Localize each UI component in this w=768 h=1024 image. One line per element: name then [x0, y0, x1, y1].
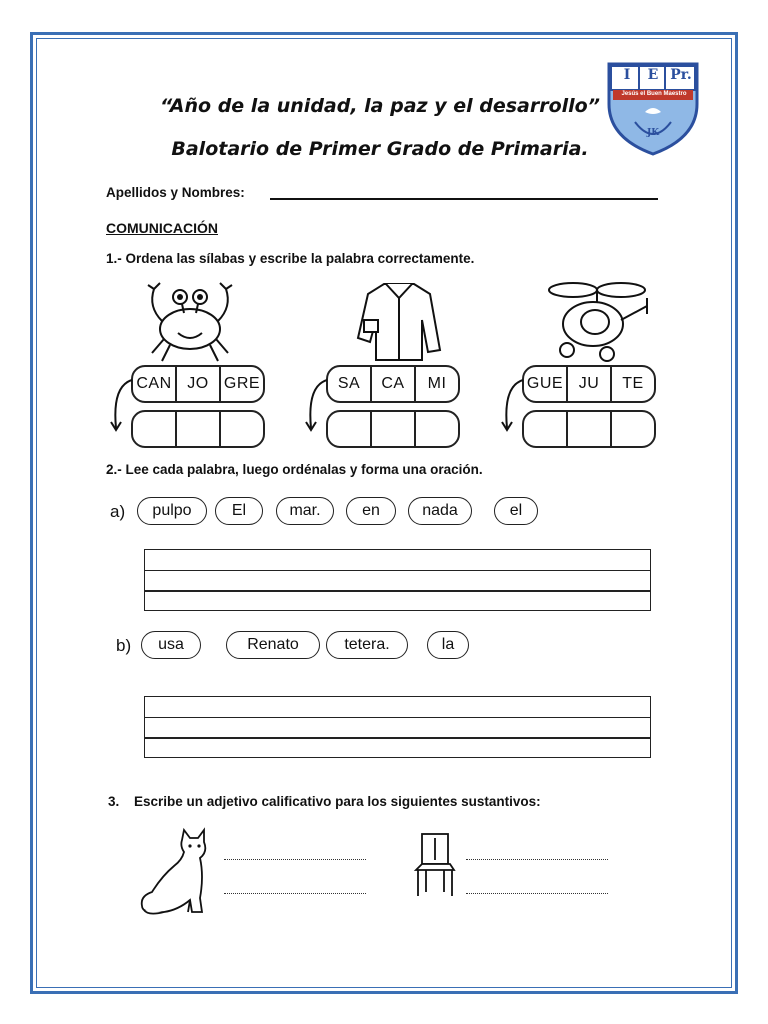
answer-cell[interactable] — [414, 412, 458, 446]
adjective-line-chair-1[interactable] — [466, 859, 608, 860]
word-cloud: mar. — [276, 497, 334, 525]
word-cloud: la — [427, 631, 469, 659]
answer-cell[interactable] — [524, 412, 566, 446]
word-cloud: tetera. — [326, 631, 408, 659]
word-cloud: el — [494, 497, 538, 525]
q2-instruction: 2.- Lee cada palabra, luego ordénalas y forma una oración. — [106, 462, 483, 477]
answer-cell[interactable] — [370, 412, 414, 446]
logo-letter-1: I — [623, 67, 631, 83]
chair-icon — [410, 830, 460, 900]
shirt-icon — [356, 280, 442, 362]
word-cloud: pulpo — [137, 497, 207, 525]
q2a-label: a) — [110, 502, 126, 521]
syllable-cell: JU — [566, 367, 610, 401]
q3-instruction: Escribe un adjetivo calificativo para los siguientes sustantivos: — [134, 794, 541, 809]
q2b-label: b) — [116, 636, 132, 655]
q1-syllables-3 — [522, 365, 656, 403]
syllable-cell: TE — [610, 367, 654, 401]
syllable-cell: GUE — [526, 375, 564, 392]
section-heading: COMUNICACIÓN — [106, 220, 218, 236]
q3-number: 3. — [108, 794, 120, 809]
answer-cell[interactable] — [219, 412, 263, 446]
adjective-line-chair-2[interactable] — [466, 893, 608, 894]
word-cloud: Renato — [226, 631, 320, 659]
adjective-line-cat-1[interactable] — [224, 859, 366, 860]
name-input-line[interactable] — [270, 198, 658, 200]
curved-arrow-icon — [108, 376, 138, 436]
answer-cell[interactable] — [328, 412, 370, 446]
syllable-cell: CA — [370, 367, 414, 401]
q1-syllables-1 — [131, 365, 265, 403]
answer-cell[interactable] — [566, 412, 610, 446]
helicopter-icon — [543, 276, 661, 366]
crab-icon — [140, 277, 240, 365]
word-cloud: nada — [408, 497, 472, 525]
logo-school-name: Jesús el Buen Maestro — [621, 91, 687, 97]
syllable-cell: SA — [337, 375, 361, 392]
q1-answer-2[interactable] — [326, 410, 460, 448]
word-cloud: usa — [141, 631, 201, 659]
curved-arrow-icon — [303, 376, 333, 436]
q1-answer-1[interactable] — [131, 410, 265, 448]
cat-icon — [138, 826, 218, 918]
page-title: Balotario de Primer Grado de Primaria. — [171, 138, 589, 160]
q1-answer-3[interactable] — [522, 410, 656, 448]
logo-letter-2: E — [647, 67, 659, 83]
syllable-cell: CAN — [136, 375, 172, 392]
curved-arrow-icon — [499, 376, 529, 436]
word-cloud: en — [346, 497, 396, 525]
syllable-cell: MI — [414, 367, 458, 401]
answer-cell[interactable] — [610, 412, 654, 446]
syllable-cell: GRE — [219, 367, 263, 401]
q2a-writing-lines[interactable] — [144, 549, 651, 611]
logo-letter-3: Pr. — [670, 67, 692, 83]
q1-instruction: 1.- Ordena las sílabas y escribe la palabra correctamente. — [106, 251, 475, 266]
syllable-cell: JO — [175, 367, 219, 401]
q2b-writing-lines[interactable] — [144, 696, 651, 758]
adjective-line-cat-2[interactable] — [224, 893, 366, 894]
name-label: Apellidos y Nombres: — [106, 185, 245, 200]
q1-syllables-2 — [326, 365, 460, 403]
logo-monogram: JK — [646, 128, 660, 138]
page-motto: “Año de la unidad, la paz y el desarrollo” — [160, 95, 600, 117]
word-cloud: El — [215, 497, 263, 525]
answer-cell[interactable] — [175, 412, 219, 446]
answer-cell[interactable] — [133, 412, 175, 446]
